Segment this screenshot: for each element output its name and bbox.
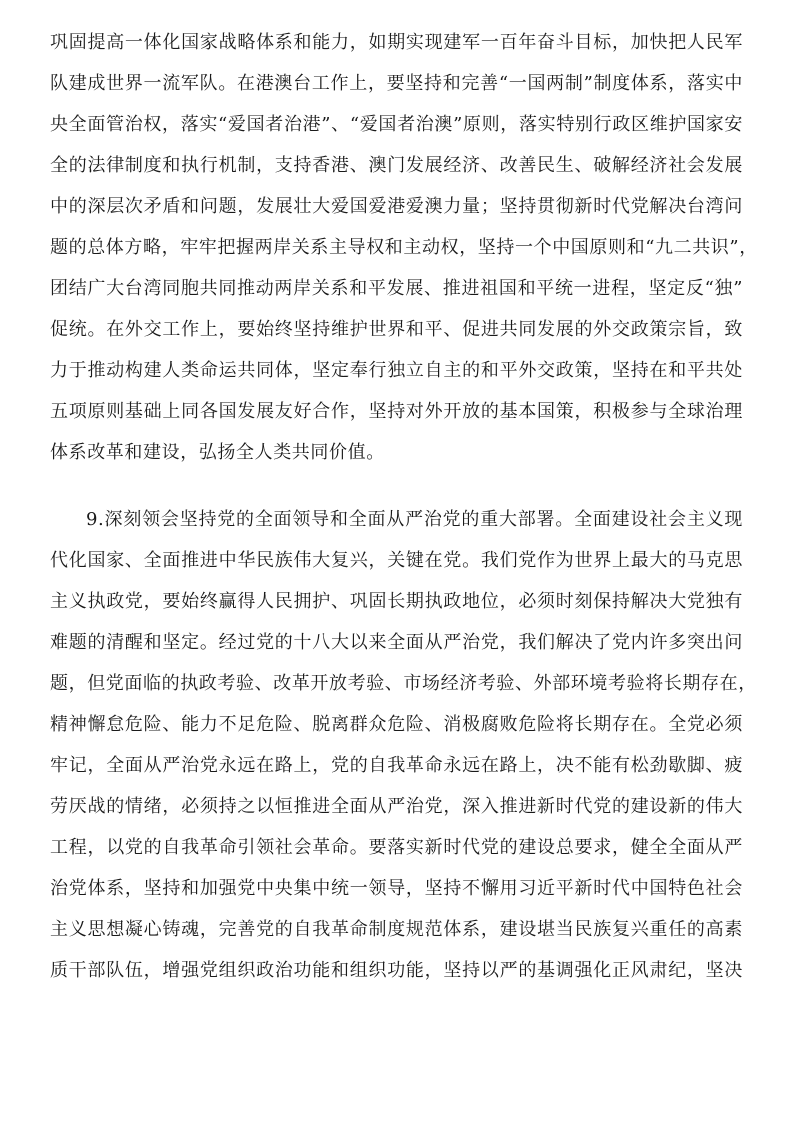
paragraph-line: 促统。在外交工作上，要始终坚持维护世界和平、促进共同发展的外交政策宗旨，致	[50, 319, 743, 340]
paragraph-line: 巩固提高一体化国家战略体系和能力，如期实现建军一百年奋斗目标，加快把人民军	[50, 32, 743, 53]
paragraph-line: 五项原则基础上同各国发展友好合作，坚持对外开放的基本国策，积极参与全球治理	[50, 401, 743, 422]
paragraph-line: 9.深刻领会坚持党的全面领导和全面从严治党的重大部署。全面建设社会主义现	[86, 509, 743, 530]
paragraph-line: 央全面管治权，落实“爱国者治港”、“爱国者治澳”原则，落实特别行政区维护国家安	[50, 114, 743, 135]
paragraph-line: 主义思想凝心铸魂，完善党的自我革命制度规范体系，建设堪当民族复兴重任的高素	[50, 919, 743, 940]
paragraph-line: 题，但党面临的执政考验、改革开放考验、市场经济考验、外部环境考验将长期存在，	[50, 673, 757, 694]
paragraph-line: 治党体系，坚持和加强党中央集中统一领导，坚持不懈用习近平新时代中国特色社会	[50, 878, 743, 899]
paragraph-line: 质干部队伍，增强党组织政治功能和组织功能，坚持以严的基调强化正风肃纪，坚决	[50, 960, 743, 981]
paragraph-line: 队建成世界一流军队。在港澳台工作上，要坚持和完善“一国两制”制度体系，落实中	[50, 73, 743, 94]
paragraph-line: 牢记，全面从严治党永远在路上，党的自我革命永远在路上，决不能有松劲歇脚、疲	[50, 755, 743, 776]
paragraph-line: 题的总体方略，牢牢把握两岸关系主导权和主动权，坚持一个中国原则和“九二共识”，	[50, 237, 758, 258]
paragraph-line: 中的深层次矛盾和问题，发展壮大爱国爱港爱澳力量；坚持贯彻新时代党解决台湾问	[50, 196, 743, 217]
paragraph-line: 劳厌战的情绪，必须持之以恒推进全面从严治党，深入推进新时代党的建设新的伟大	[50, 796, 743, 817]
paragraph-line: 代化国家、全面推进中华民族伟大复兴，关键在党。我们党作为世界上最大的马克思	[50, 550, 743, 571]
paragraph-line: 团结广大台湾同胞共同推动两岸关系和平发展、推进祖国和平统一进程，坚定反“独”	[50, 278, 743, 299]
paragraph-line: 工程，以党的自我革命引领社会革命。要落实新时代党的建设总要求，健全全面从严	[50, 837, 743, 858]
paragraph-line: 主义执政党，要始终赢得人民拥护、巩固长期执政地位，必须时刻保持解决大党独有	[50, 591, 743, 612]
paragraph-line: 难题的清醒和坚定。经过党的十八大以来全面从严治党，我们解决了党内许多突出问	[50, 632, 743, 653]
paragraph-line: 精神懈怠危险、能力不足危险、脱离群众危险、消极腐败危险将长期存在。全党必须	[50, 714, 743, 735]
paragraph-line: 力于推动构建人类命运共同体，坚定奉行独立自主的和平外交政策，坚持在和平共处	[50, 360, 743, 381]
paragraph-line: 体系改革和建设，弘扬全人类共同价值。	[50, 442, 385, 463]
paragraph-line: 全的法律制度和执行机制，支持香港、澳门发展经济、改善民生、破解经济社会发展	[50, 155, 743, 176]
